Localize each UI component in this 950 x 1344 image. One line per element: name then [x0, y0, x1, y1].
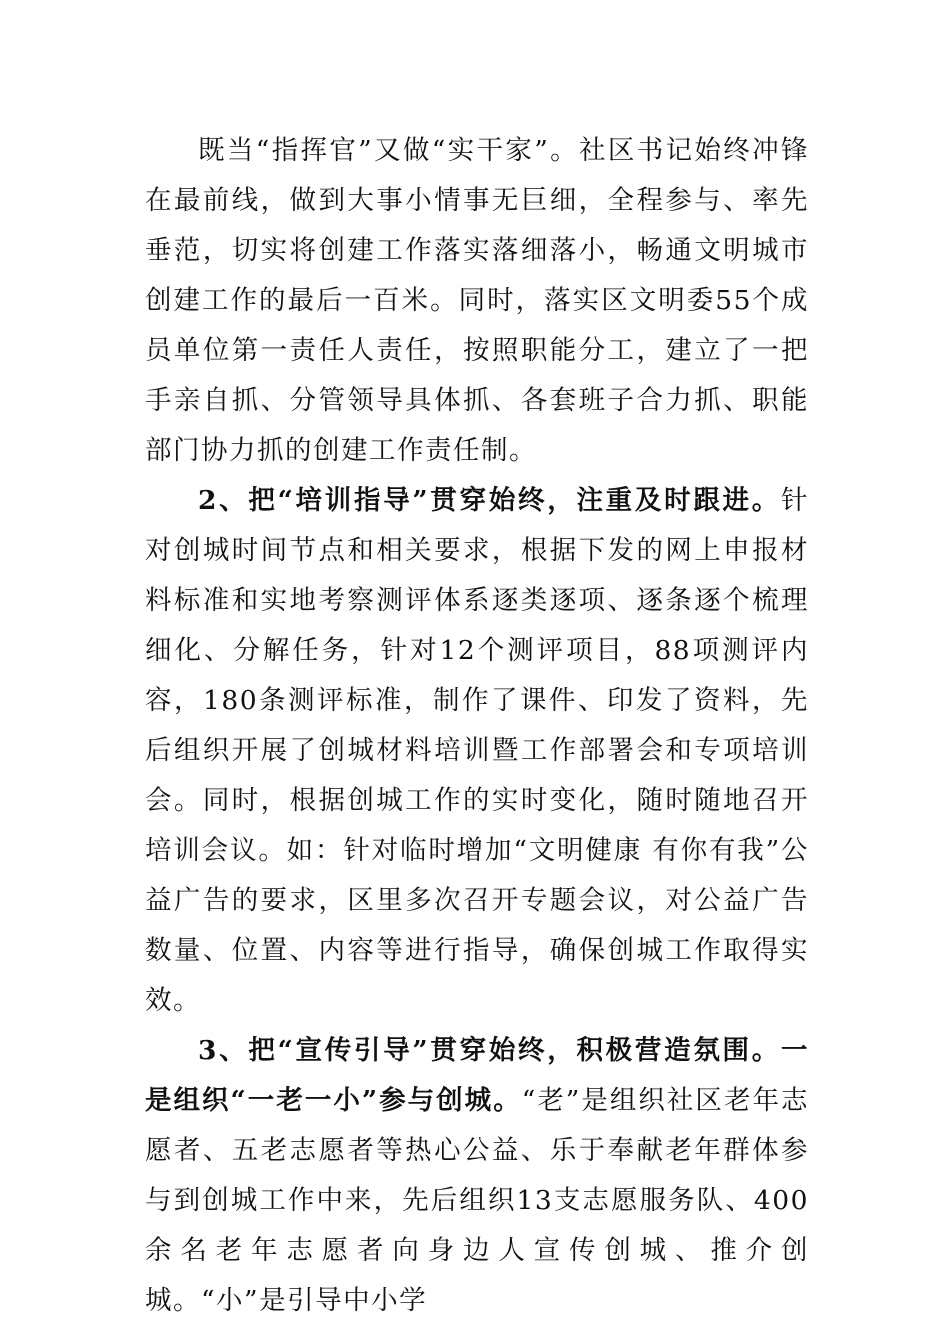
paragraph-3-text: “老”是组织社区老年志愿者、五老志愿者等热心公益、乐于奉献老年群体参与到创城工作中来，先后组织13支志愿服务队、400余名老年志愿者向身边人宣传创城、推介创城。“小”是引导中小学 — [145, 1085, 809, 1316]
paragraph-3-heading: 3、把“宣传引导”贯穿始终，积极营造氛围。一是组织“一老一小”参与创城。 — [145, 1035, 809, 1116]
paragraph-2-text: 针对创城时间节点和相关要求，根据下发的网上申报材料标准和实地考察测评体系逐类逐项、逐条逐个梳理细化、分解任务，针对12个测评项目，88项测评内容，180条测评标准，制作了课件、印发了资料，先后组织开展了创城材料培训暨工作部署会和专项培训会。同时，根据创城工作的实时变化，随时随地召开培训会议。如：针对临时增加“文明健康 有你有我”公益广告的要求，区里多次召开专题会议，对公益广告数量、位置、内容等进行指导，确保创城工作取得实效。 — [145, 485, 809, 1016]
paragraph-3 — [145, 1026, 809, 1326]
paragraph-2-heading: 2、把“培训指导”贯穿始终，注重及时跟进。 — [198, 485, 781, 516]
paragraph-1-text: 既当“指挥官”又做“实干家”。社区书记始终冲锋在最前线，做到大事小情事无巨细，全程参与、率先垂范，切实将创建工作落实落细落小，畅通文明城市创建工作的最后一百米。同时，落实区文明委55个成员单位第一责任人责任，按照职能分工，建立了一把手亲自抓、分管领导具体抓、各套班子合力抓、职能部门协力抓的创建工作责任制。 — [145, 135, 809, 466]
document-body — [145, 126, 809, 1326]
paragraph-1 — [145, 126, 809, 476]
paragraph-2 — [145, 476, 809, 1026]
